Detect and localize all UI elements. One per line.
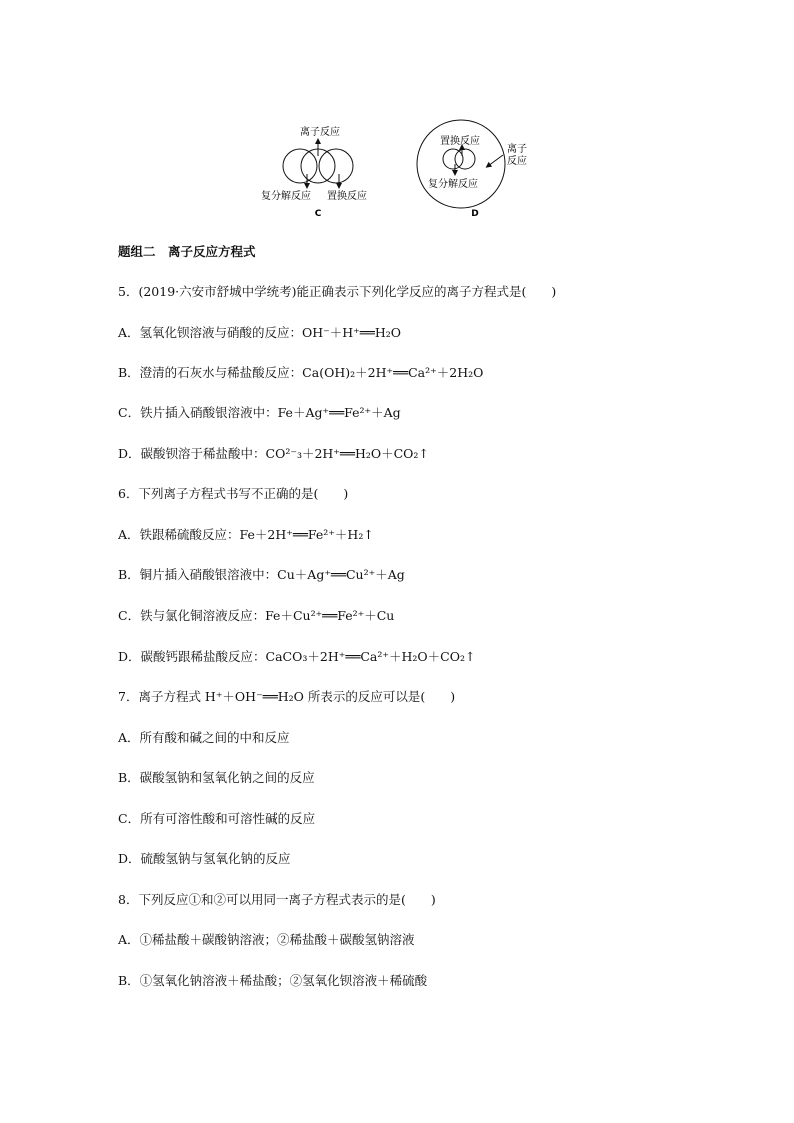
question-8-stem: 8．下列反应①和②可以用同一离子方程式表示的是( ) <box>118 892 436 907</box>
d-caption: D <box>471 209 479 219</box>
question-7-option-b: B．碳酸氢钠和氢氧化钠之间的反应 <box>118 770 315 785</box>
d-inner-bottom-label: 复分解反应 <box>428 179 478 190</box>
question-5-option-a: A．氢氧化钡溶液与硝酸的反应：OH⁻＋H⁺══H₂O <box>118 325 401 340</box>
question-7-option-a: A．所有酸和碱之间的中和反应 <box>118 730 290 745</box>
diagram-c <box>261 125 367 219</box>
question-5-option-b: B．澄清的石灰水与稀盐酸反应：Ca(OH)₂＋2H⁺══Ca²⁺＋2H₂O <box>118 365 484 380</box>
question-8-option-a: A．①稀盐酸＋碳酸钠溶液；②稀盐酸＋碳酸氢钠溶液 <box>118 932 415 947</box>
c-left-label: 复分解反应 <box>261 191 311 202</box>
c-top-label: 离子反应 <box>300 127 340 138</box>
question-6-option-a: A．铁跟稀硫酸反应：Fe＋2H⁺══Fe²⁺＋H₂↑ <box>118 527 374 542</box>
circle-right <box>319 149 353 183</box>
question-7-stem: 7．离子方程式 H⁺＋OH⁻══H₂O 所表示的反应可以是( ) <box>118 689 456 704</box>
reaction-venn-diagrams <box>250 118 550 228</box>
d-outer-label-1: 离子 <box>507 144 527 155</box>
d-outer-label-2: 反应 <box>507 156 527 167</box>
diagram-d <box>417 120 527 219</box>
question-5-stem: 5．(2019·六安市舒城中学统考)能正确表示下列化学反应的离子方程式是( ) <box>118 284 557 299</box>
question-6-option-c: C．铁与氯化铜溶液反应：Fe＋Cu²⁺══Fe²⁺＋Cu <box>118 608 395 623</box>
circle-left <box>283 149 317 183</box>
outer-circle <box>417 120 505 208</box>
inner-circle-right <box>455 149 475 169</box>
question-7-option-d: D．硫酸氢钠与氢氧化钠的反应 <box>118 851 291 866</box>
outer-arrow <box>488 155 503 166</box>
question-6-option-b: B．铜片插入硝酸银溶液中：Cu＋Ag⁺══Cu²⁺＋Ag <box>118 567 405 582</box>
c-caption: C <box>314 209 322 219</box>
diagram-area <box>250 118 550 228</box>
question-6-stem: 6．下列离子方程式书写不正确的是( ) <box>118 486 349 501</box>
question-5-option-d: D．碳酸钡溶于稀盐酸中：CO²⁻₃＋2H⁺══H₂O＋CO₂↑ <box>118 446 429 461</box>
inner-circle-left <box>443 149 463 169</box>
question-7-option-c: C．所有可溶性酸和可溶性碱的反应 <box>118 811 316 826</box>
section-title: 题组二 离子反应方程式 <box>118 244 256 259</box>
d-inner-top-label: 置换反应 <box>440 136 480 147</box>
question-5-option-c: C．铁片插入硝酸银溶液中：Fe＋Ag⁺══Fe²⁺＋Ag <box>118 405 401 420</box>
question-6-option-d: D．碳酸钙跟稀盐酸反应：CaCO₃＋2H⁺══Ca²⁺＋H₂O＋CO₂↑ <box>118 649 476 664</box>
question-8-option-b: B．①氢氧化钠溶液＋稀盐酸；②氢氧化钡溶液＋稀硫酸 <box>118 973 428 988</box>
c-right-label: 置换反应 <box>327 191 367 202</box>
